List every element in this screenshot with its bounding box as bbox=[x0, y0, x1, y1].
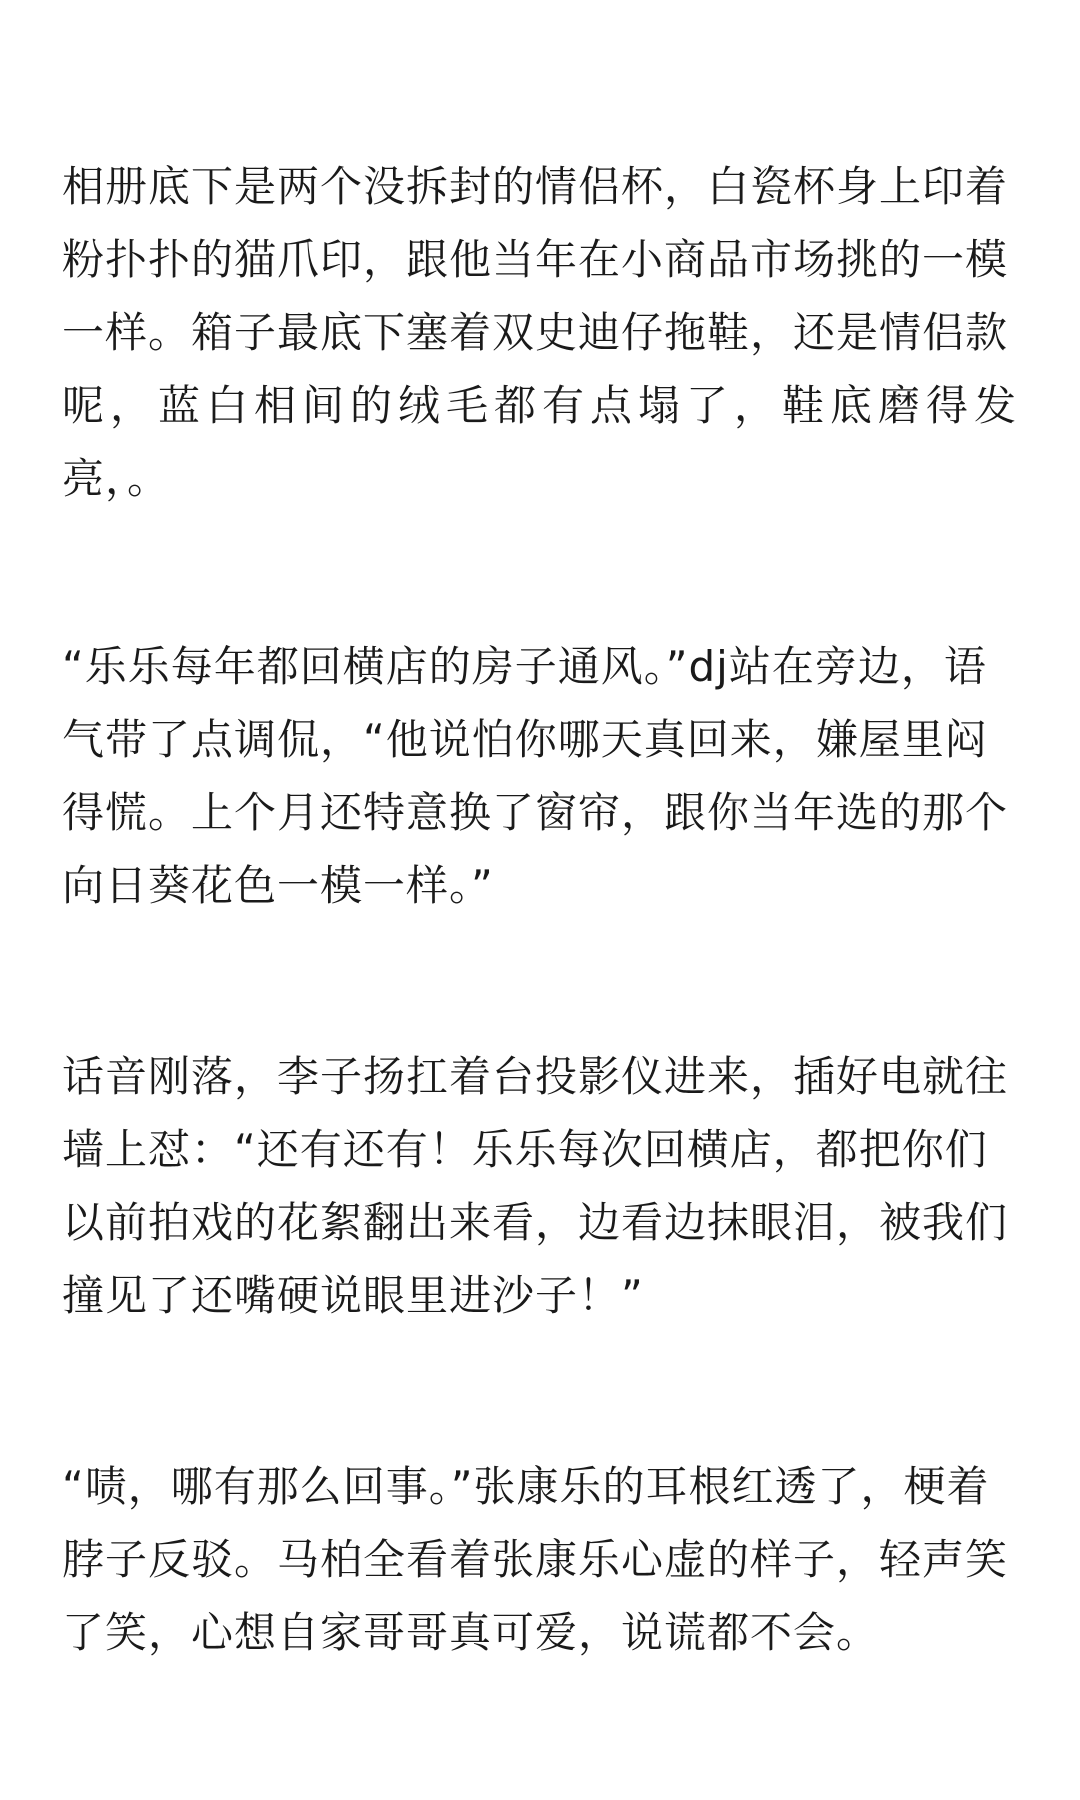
text-line: 撞见了还嘴硬说眼里进沙子！” bbox=[62, 1271, 644, 1320]
text-line: 呢，蓝白相间的绒毛都有点塌了，鞋底磨得发 bbox=[62, 381, 1023, 430]
text-line: 亮，。 bbox=[62, 454, 171, 503]
paragraph-4 bbox=[62, 1450, 1022, 1669]
text-line: 脖子反驳。马柏全看着张康乐心虚的样子，轻声笑 bbox=[62, 1535, 1009, 1584]
paragraph-2 bbox=[62, 630, 1022, 922]
text-line: 了笑，心想自家哥哥真可爱，说谎都不会。 bbox=[62, 1608, 880, 1657]
text-line: 粉扑扑的猫爪印，跟他当年在小商品市场挑的一模 bbox=[62, 235, 1009, 284]
text-line: “啧，哪有那么回事。”张康乐的耳根红透了，梗着 bbox=[62, 1462, 990, 1511]
text-line: 话音刚落，李子扬扛着台投影仪进来，插好电就往 bbox=[62, 1052, 1009, 1101]
paragraph-3 bbox=[62, 1040, 1022, 1332]
text-line: 墙上怼：“还有还有！乐乐每次回横店，都把你们 bbox=[62, 1125, 988, 1174]
text-line: 相册底下是两个没拆封的情侣杯，白瓷杯身上印着 bbox=[62, 162, 1009, 211]
text-line: “乐乐每年都回横店的房子通风。”dj站在旁边，语 bbox=[62, 642, 987, 691]
text-line: 气带了点调侃，“他说怕你哪天真回来，嫌屋里闷 bbox=[62, 715, 988, 764]
text-line: 得慌。上个月还特意换了窗帘，跟你当年选的那个 bbox=[62, 788, 1009, 837]
text-line: 向日葵花色一模一样。” bbox=[62, 861, 494, 910]
text-line: 一样。箱子最底下塞着双史迪仔拖鞋，还是情侣款 bbox=[62, 308, 1009, 357]
paragraph-1 bbox=[62, 150, 1022, 515]
text-line: 以前拍戏的花絮翻出来看，边看边抹眼泪，被我们 bbox=[62, 1198, 1009, 1247]
